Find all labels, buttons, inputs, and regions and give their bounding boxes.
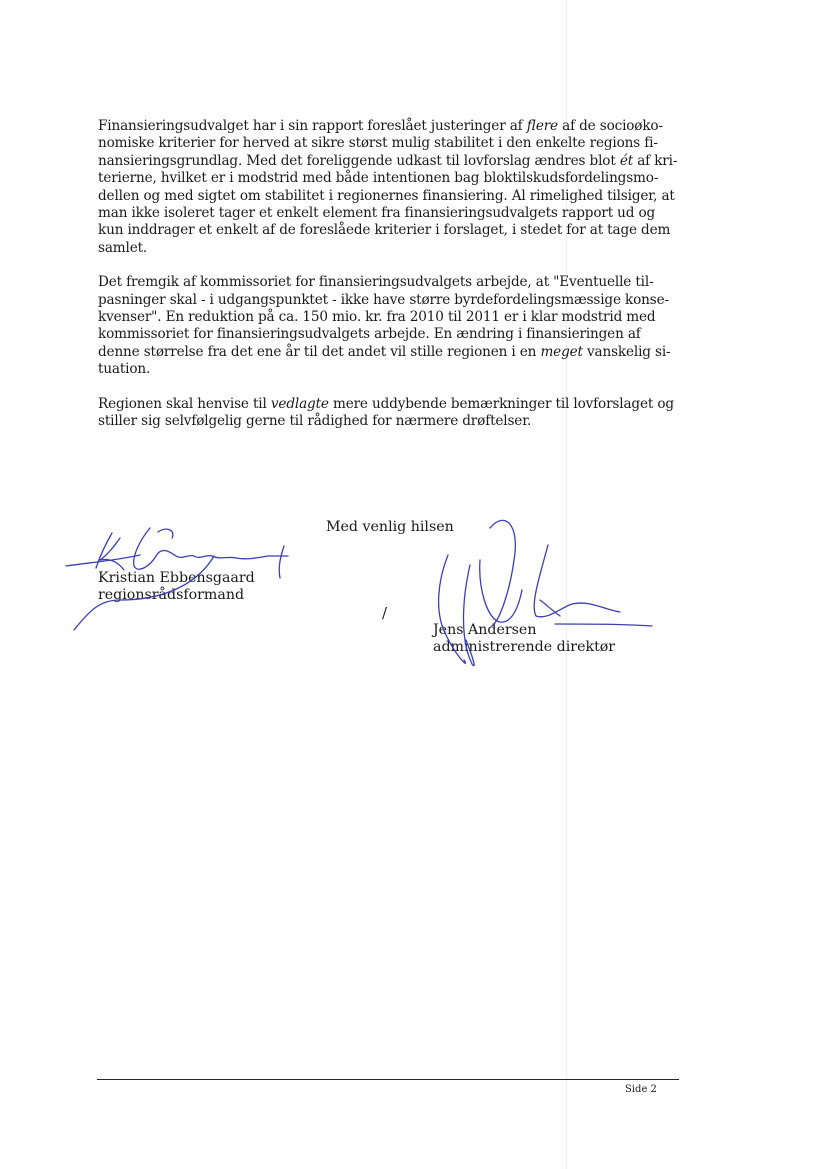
text-line: Det fremgik af kommissoriet for finansieringsudvalgets arbejde, at "Eventuelle til- bbox=[98, 274, 654, 291]
emphasis: flere bbox=[526, 118, 558, 134]
paragraph-1 bbox=[98, 118, 678, 257]
text-line: kun inddrager et enkelt af de foreslåede kriterier i forslaget, i stedet for at tage dem bbox=[98, 222, 671, 239]
signatory-title: administrerende direktør bbox=[433, 639, 616, 656]
text-line: Regionen skal henvise til vedlagte mere uddybende bemærkninger til lovforslaget og bbox=[98, 395, 674, 412]
text-line: dellen og med sigtet om stabilitet i regionernes finansiering. Al rimelighed tilsiger, at bbox=[98, 187, 675, 204]
text-line: stiller sig selvfølgelig gerne til rådighed for nærmere drøftelser. bbox=[98, 413, 532, 430]
emphasis: meget bbox=[540, 343, 583, 360]
page-number: Side 2 bbox=[625, 1084, 657, 1095]
text-line: man ikke isoleret tager et enkelt element fra finansieringsudvalgets rapport ud og bbox=[98, 205, 656, 222]
signatory-name: Jens Andersen bbox=[433, 622, 537, 638]
signatory-right bbox=[433, 622, 615, 657]
signatory-left bbox=[98, 570, 255, 605]
text-line: samlet. bbox=[98, 239, 148, 256]
text-line: kvenser". En reduktion på ca. 150 mio. kr. fra 2010 til 2011 er i klar modstrid med bbox=[98, 309, 656, 326]
signatory-name: Kristian Ebbensgaard bbox=[98, 570, 255, 586]
footer-divider bbox=[97, 1079, 679, 1080]
letter-body bbox=[98, 118, 678, 448]
text-line: pasninger skal - i udgangspunktet - ikke have større byrdefordelingsmæssige konse- bbox=[98, 291, 669, 308]
paragraph-3 bbox=[98, 396, 678, 431]
text-line: nansieringsgrundlag. Med det foreliggende udkast til lovforslag ændres blot ét af kri- bbox=[98, 152, 678, 169]
text-line: denne størrelse fra det ene år til det andet vil stille regionen i en meget vanskelig si- bbox=[98, 343, 671, 360]
emphasis: vedlagte bbox=[270, 395, 329, 412]
signatory-title: regionsrådsformand bbox=[98, 587, 245, 604]
separator-mark: / bbox=[382, 604, 388, 622]
paragraph-2 bbox=[98, 274, 678, 378]
text-line: Finansieringsudvalget har i sin rapport foreslået justeringer af flere af de socioøko- bbox=[98, 118, 663, 134]
text-line: terierne, hvilket er i modstrid med både intentionen bag bloktilskudsfordelingsmo- bbox=[98, 170, 659, 187]
emphasis: ét bbox=[619, 152, 634, 169]
closing-greeting: Med venlig hilsen bbox=[326, 519, 454, 535]
text-line: tuation. bbox=[98, 361, 151, 378]
text-line: kommissoriet for finansieringsudvalgets arbejde. En ændring i finansieringen af bbox=[98, 326, 641, 343]
text-line: nomiske kriterier for herved at sikre størst mulig stabilitet i den enkelte regions fi- bbox=[98, 135, 658, 152]
